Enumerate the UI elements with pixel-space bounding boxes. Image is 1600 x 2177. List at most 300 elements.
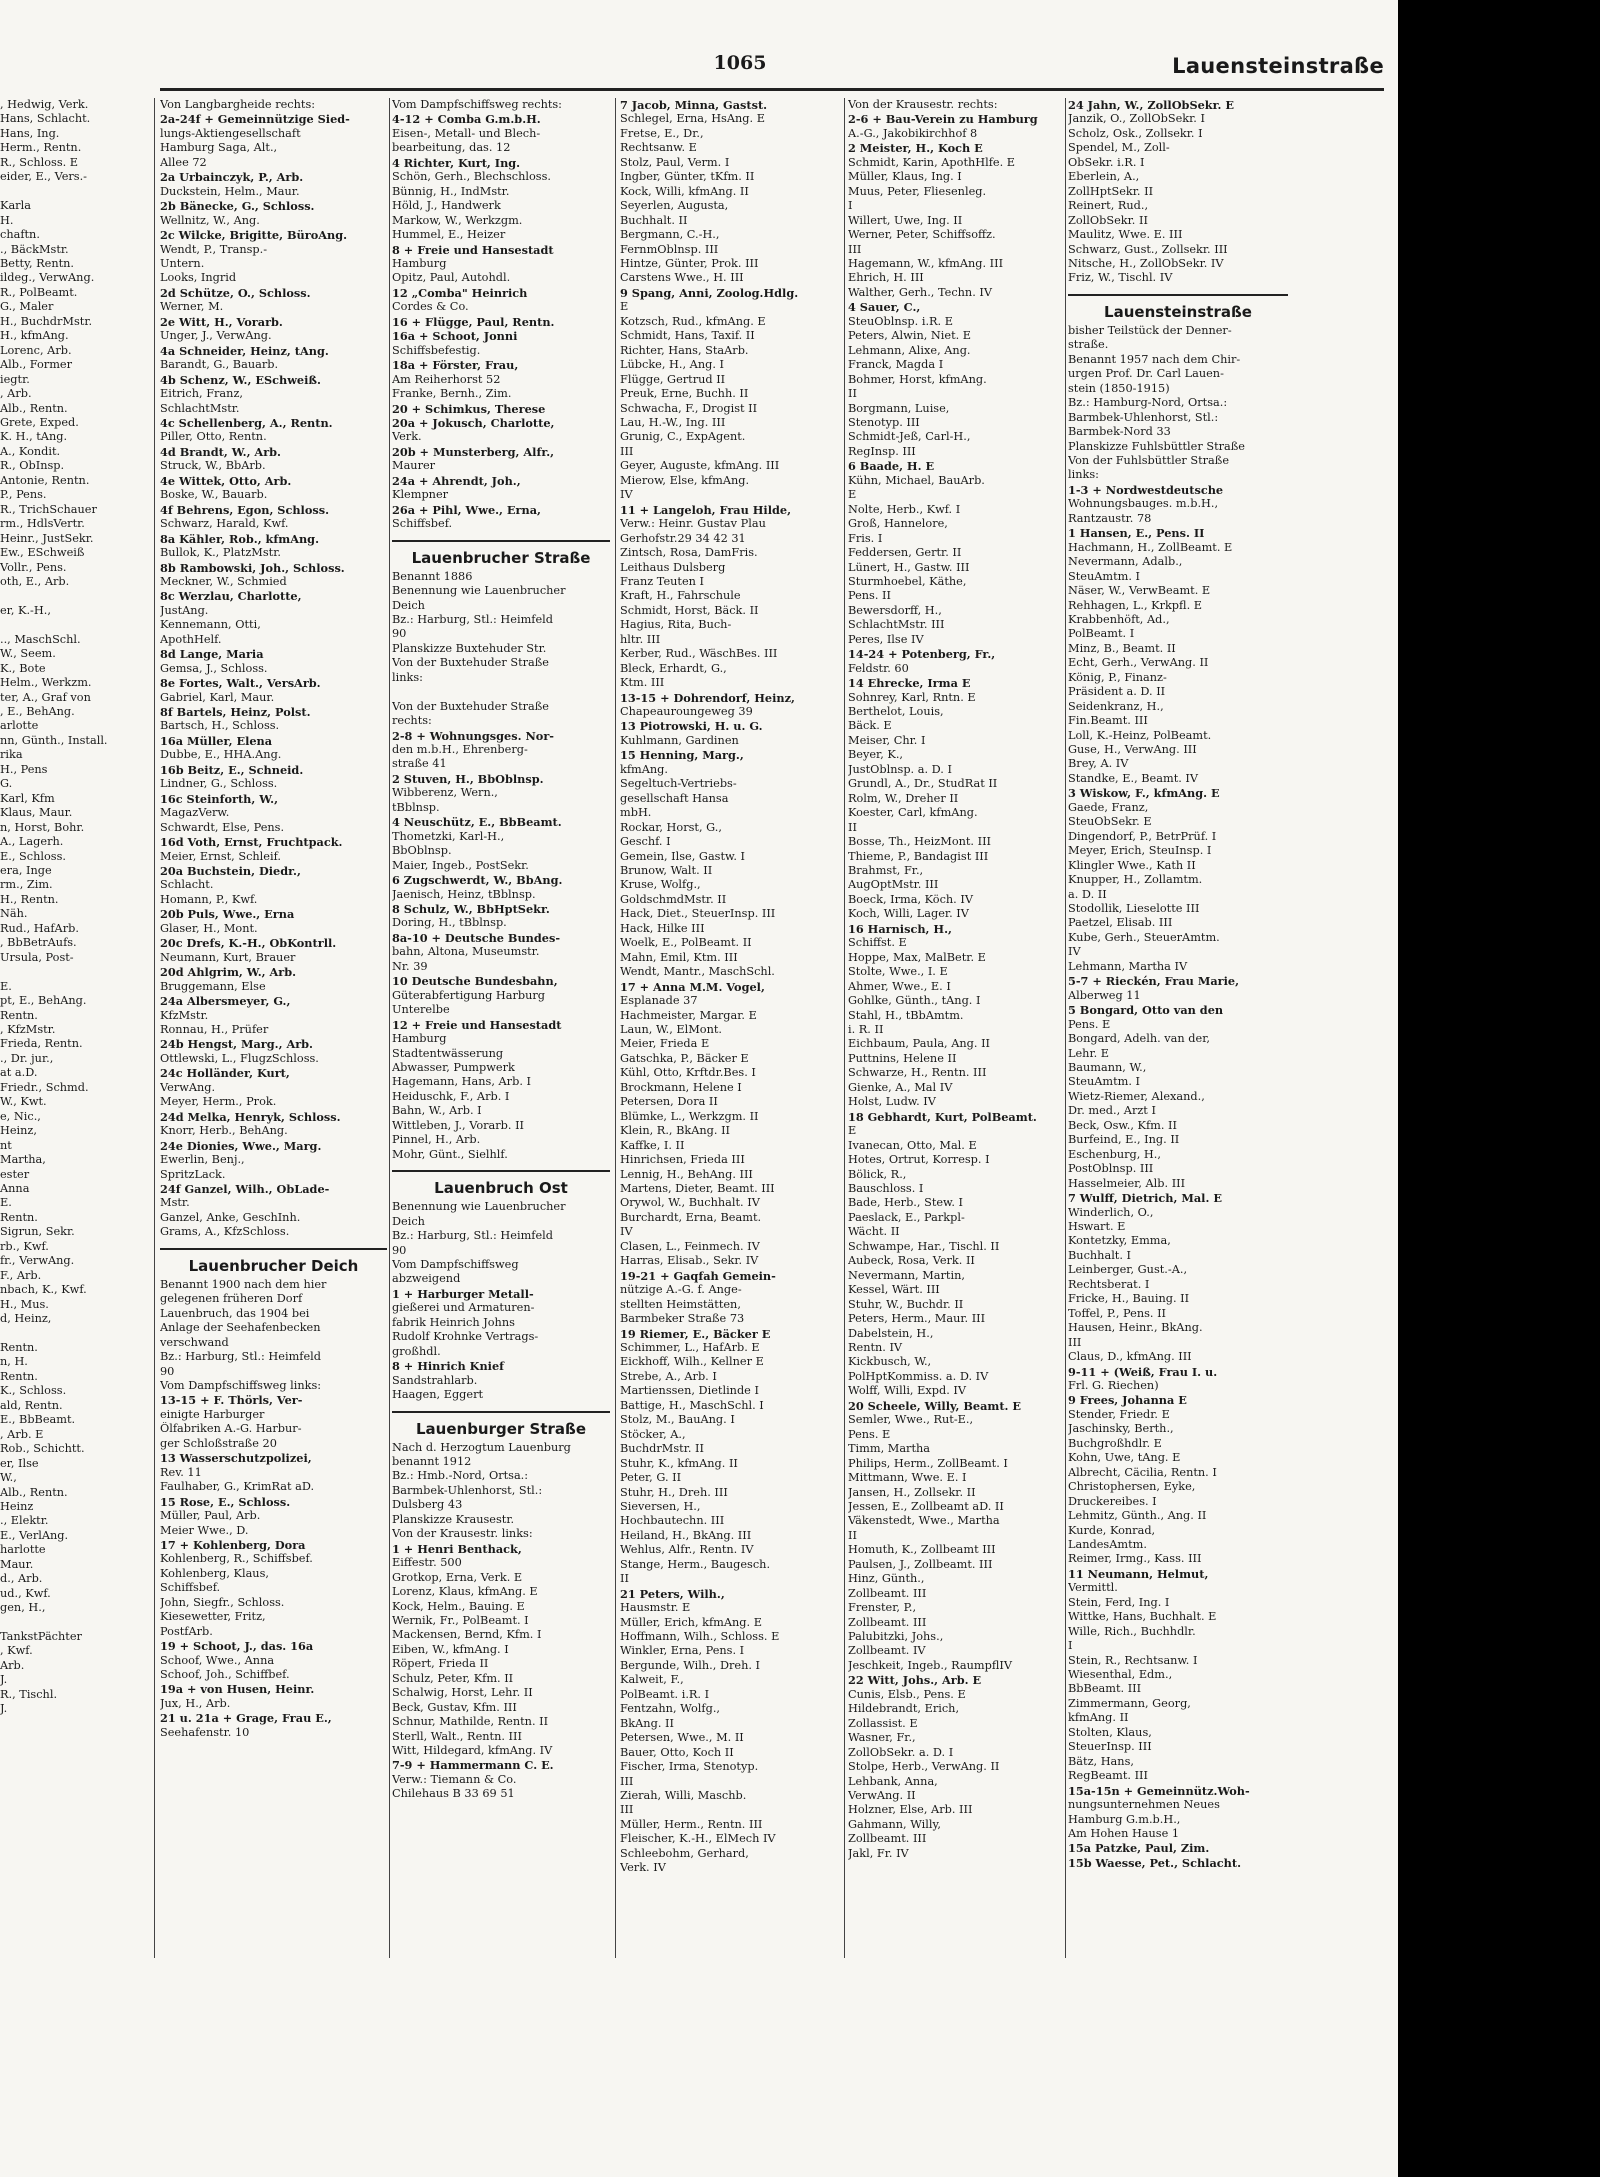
directory-line: Schiffsbef. [160, 1581, 221, 1595]
directory-line: Bz.: Hmb.-Nord, Ortsa.: [392, 1469, 529, 1483]
directory-line: Standke, E., Beamt. IV [1068, 771, 1199, 785]
directory-line: Schwarz, Gust., Zollsekr. III [1068, 242, 1228, 256]
directory-line: Lennig, H., BehAng. III [620, 1167, 753, 1181]
directory-line: Rentn. [0, 1340, 38, 1354]
directory-line: Ahmer, Wwe., E. I [848, 979, 951, 993]
directory-line: Hausmstr. E [620, 1601, 691, 1615]
directory-line: Zollbeamt. III [848, 1586, 927, 1600]
directory-line: Paetzel, Elisab. III [1068, 916, 1173, 930]
directory-line: IV [620, 1225, 633, 1239]
directory-line: 24b Hengst, Marg., Arb. [160, 1037, 313, 1052]
directory-line: 1-3 + Nordwestdeutsche [1068, 482, 1224, 497]
directory-line: 2 Stuven, H., BbOblnsp. [392, 771, 544, 786]
directory-line: Frl. G. Riechen) [1068, 1378, 1159, 1392]
directory-line: John, Siegfr., Schloss. [160, 1595, 285, 1609]
directory-line: III [848, 242, 862, 256]
directory-line: Leithaus Dulsberg [620, 560, 726, 574]
directory-line: 18a + Förster, Frau, [392, 358, 519, 373]
directory-line: Nevermann, Adalb., [1068, 555, 1183, 569]
directory-line: Rev. 11 [160, 1465, 202, 1479]
directory-line: Kickbusch, W., [848, 1355, 932, 1369]
directory-line: H. [0, 213, 14, 227]
directory-line: Mohr, Günt., Sielhlf. [392, 1147, 508, 1161]
directory-line: G. [0, 777, 13, 791]
directory-line: R., ObInsp. [0, 459, 65, 473]
directory-line: Peters, Alwin, Niet. E [848, 329, 972, 343]
directory-line: Looks, Ingrid [160, 271, 237, 285]
directory-line: Alb., Former [0, 358, 72, 372]
directory-line: R., PolBeamt. [0, 285, 78, 299]
directory-line: König, P., Finanz- [1068, 670, 1167, 684]
directory-line: Koester, Carl, kfmAng. [848, 806, 978, 820]
directory-line: Hans, Schlacht. [0, 112, 91, 126]
directory-line: Alberweg 11 [1068, 988, 1141, 1002]
directory-line: Eberlein, A., [1068, 170, 1140, 184]
directory-line: 8c Werzlau, Charlotte, [160, 589, 302, 604]
directory-line: 20 Scheele, Willy, Beamt. E [848, 1398, 1022, 1413]
directory-line: 26a + Pihl, Wwe., Erna, [392, 502, 541, 517]
directory-line: Albrecht, Cäcilia, Rentn. I [1068, 1465, 1217, 1479]
directory-line: 2 Meister, H., Koch E [848, 141, 983, 156]
directory-line: Verk. [392, 430, 422, 444]
directory-line: VerwAng. II [848, 1789, 916, 1803]
directory-line: bisher Teilstück der Denner- [1068, 323, 1232, 337]
directory-line: 20a Buchstein, Diedr., [160, 864, 301, 879]
directory-line: Kennemann, Otti, [160, 618, 261, 632]
directory-line: Hagius, Rita, Buch- [620, 618, 732, 632]
directory-line: Mackensen, Bernd, Kfm. I [392, 1628, 542, 1642]
directory-line [0, 965, 148, 979]
directory-line: Orywol, W., Buchhalt. IV [620, 1196, 760, 1210]
directory-line: fabrik Heinrich Johns [392, 1315, 515, 1329]
directory-line: Anlage der Seehafenbecken [160, 1321, 321, 1335]
directory-line: Maier, Ingeb., PostSekr. [392, 858, 529, 872]
directory-line: Bosse, Th., HeizMont. III [848, 835, 992, 849]
directory-line: Cunis, Elsb., Pens. E [848, 1687, 966, 1701]
directory-line: Kohlenberg, Klaus, [160, 1566, 269, 1580]
directory-line: BbBeamt. III [1068, 1682, 1142, 1696]
directory-line: 20b Puls, Wwe., Erna [160, 907, 295, 922]
directory-line: Rantzaustr. 78 [1068, 511, 1152, 525]
directory-line: Clasen, L., Feinmech. IV [620, 1239, 760, 1253]
directory-line: Kuhlmann, Gardinen [620, 733, 739, 747]
directory-line: PolBeamt. I [1068, 627, 1135, 641]
directory-line: Klein, R., BkAng. II [620, 1124, 731, 1138]
directory-line: Guse, H., VerwAng. III [1068, 743, 1197, 757]
directory-line: Zollbeamt. III [848, 1615, 927, 1629]
directory-line: SchlachtMstr. [160, 401, 240, 415]
directory-line: R., Schloss. E [0, 155, 79, 169]
directory-line: Dabelstein, H., [848, 1326, 934, 1340]
directory-line: Seidenkranz, H., [1068, 699, 1164, 713]
directory-line: Fin.Beamt. III [1068, 714, 1148, 728]
directory-line: Bz.: Harburg, Stl.: Heimfeld [392, 1229, 554, 1243]
directory-line: Buchhalt. II [620, 213, 688, 227]
directory-line: Schmidt, Karin, ApothHlfe. E [848, 155, 1016, 169]
directory-line: 4f Behrens, Egon, Schloss. [160, 502, 330, 517]
directory-line: Janzik, O., ZollObSekr. I [1068, 112, 1205, 126]
directory-line: Paeslack, E., Parkpl- [848, 1210, 965, 1224]
directory-line: E [620, 300, 629, 314]
directory-line: tBblnsp. [392, 800, 440, 814]
directory-line: Dingendorf, P., BetrPrüf. I [1068, 829, 1217, 843]
directory-line: straße. [1068, 338, 1109, 352]
directory-line: Bruggemann, Else [160, 979, 266, 993]
directory-line: Puttnins, Helene II [848, 1051, 957, 1065]
directory-line: rb., Kwf. [0, 1239, 49, 1253]
directory-line: kfmAng. [620, 762, 668, 776]
directory-line: Näser, W., VerwBeamt. E [1068, 584, 1211, 598]
directory-line: Unger, J., VerwAng. [160, 329, 272, 343]
directory-line: Gemein, Ilse, Gastw. I [620, 849, 745, 863]
directory-line: Neumann, Kurt, Brauer [160, 950, 296, 964]
directory-line: Schalwig, Horst, Lehr. II [392, 1686, 533, 1700]
directory-line: 16 Harnisch, H., [848, 921, 952, 936]
directory-line: Stolte, Wwe., I. E [848, 965, 948, 979]
directory-line: Stuhr, K., kfmAng. II [620, 1456, 738, 1470]
directory-line: ObSekr. i.R. I [1068, 155, 1145, 169]
directory-line: hltr. III [620, 632, 661, 646]
directory-line: SteuerInsp. III [1068, 1740, 1152, 1754]
directory-line: Cordes & Co. [392, 300, 469, 314]
directory-line: E., Schloss. [0, 849, 66, 863]
directory-line: Geyer, Auguste, kfmAng. III [620, 459, 780, 473]
directory-line: Lindner, G., Schloss. [160, 777, 278, 791]
directory-line: gießerei und Armaturen- [392, 1301, 535, 1315]
directory-line: Müller, Klaus, Ing. I [848, 170, 962, 184]
directory-line: Sohnrey, Karl, Rntn. E [848, 690, 976, 704]
directory-line: Duckstein, Helm., Maur. [160, 184, 300, 198]
directory-line: harlotte [0, 1543, 46, 1557]
directory-line: Fentzahn, Wolfg., [620, 1702, 720, 1716]
directory-line: Meyer, Erich, SteuInsp. I [1068, 844, 1212, 858]
directory-line: 7-9 + Hammermann C. E. [392, 1758, 554, 1773]
directory-line: Rehhagen, L., Krkpfl. E [1068, 598, 1203, 612]
directory-line: Betty, Rentn. [0, 256, 75, 270]
directory-line: Verw.: Tiemann & Co. [392, 1772, 517, 1786]
directory-line: 24f Ganzel, Wilh., ObLade- [160, 1181, 330, 1196]
directory-line: 16a + Schoot, Jonni [392, 329, 518, 344]
directory-line: Gabriel, Karl, Maur. [160, 690, 275, 704]
directory-line: Gienke, A., Mal IV [848, 1080, 953, 1094]
directory-line: Hswart. E [1068, 1219, 1126, 1233]
directory-line: SchlachtMstr. III [848, 618, 945, 632]
directory-line: 20d Ahlgrim, W., Arb. [160, 965, 297, 980]
directory-line: Toffel, P., Pens. II [1068, 1306, 1167, 1320]
directory-line: Bauer, Otto, Koch II [620, 1745, 734, 1759]
directory-line: Ursula, Post- [0, 950, 74, 964]
directory-line: 24a + Ahrendt, Joh., [392, 473, 521, 488]
directory-line: Barmbek-Nord 33 [1068, 425, 1171, 439]
directory-line: Lehmann, Alixe, Ang. [848, 343, 971, 357]
directory-line: Kiesewetter, Fritz, [160, 1610, 266, 1624]
directory-line: Struck, W., BbArb. [160, 459, 266, 473]
directory-line: Rechtsanw. E [620, 141, 697, 155]
directory-line: Piller, Otto, Rentn. [160, 430, 267, 444]
directory-line: Jeschkeit, Ingeb., RaumpflIV [848, 1658, 1013, 1672]
directory-line: Fischer, Irma, Stenotyp. [620, 1760, 759, 1774]
directory-line: 2d Schütze, O., Schloss. [160, 285, 311, 300]
directory-line: Schnur, Mathilde, Rentn. II [392, 1715, 549, 1729]
directory-line: 12 „Comba" Heinrich [392, 285, 528, 300]
directory-line: BbOblnsp. [392, 844, 452, 858]
directory-line: Bz.: Harburg, Stl.: Heimfeld [392, 612, 554, 626]
directory-line: 18 Gebhardt, Kurt, PolBeamt. [848, 1109, 1037, 1124]
directory-line: Boske, W., Bauarb. [160, 488, 268, 502]
directory-line: Stenotyp. III [848, 415, 920, 429]
directory-line: Beck, Gustav, Kfm. III [392, 1700, 517, 1714]
directory-line: Rechtsberat. I [1068, 1277, 1150, 1291]
directory-line: a. D. II [1068, 887, 1107, 901]
directory-line: 19a + von Husen, Heinr. [160, 1682, 315, 1697]
directory-line: Anna [0, 1181, 30, 1195]
directory-line: K., Schloss. [0, 1384, 67, 1398]
directory-line: Timm, Martha [848, 1442, 931, 1456]
directory-line: Stolz, Paul, Verm. I [620, 155, 730, 169]
directory-line: Rentn. [0, 1210, 38, 1224]
directory-line: Holst, Ludw. IV [848, 1095, 936, 1109]
directory-line: Lorenz, Klaus, kfmAng. E [392, 1585, 538, 1599]
directory-line: Aubeck, Rosa, Verk. II [848, 1254, 975, 1268]
directory-line: Kühl, Otto, Krftdr.Bes. I [620, 1066, 756, 1080]
directory-line: Rentn. [0, 1369, 38, 1383]
directory-line: 8e Fortes, Walt., VersArb. [160, 676, 321, 691]
directory-line: RegBeamt. III [1068, 1769, 1148, 1783]
directory-line: Bahn, W., Arb. I [392, 1104, 482, 1118]
directory-line: Karla [0, 199, 31, 213]
directory-line: Wernik, Fr., PolBeamt. I [392, 1613, 529, 1627]
directory-line: Ivanecan, Otto, Mal. E [848, 1138, 977, 1152]
directory-line: den m.b.H., Ehrenberg- [392, 743, 528, 757]
column-3 [620, 98, 840, 2177]
directory-line: Maurer [392, 459, 436, 473]
directory-line: Allee 72 [160, 155, 207, 169]
directory-line: Fris. I [848, 531, 883, 545]
directory-line: Verk. IV [620, 1861, 666, 1875]
directory-line: W., Kwt. [0, 1095, 47, 1109]
directory-line: Meier Wwe., D. [160, 1523, 249, 1537]
directory-line: Antonie, Rentn. [0, 473, 90, 487]
directory-line: Faulhaber, G., KrimRat aD. [160, 1480, 315, 1494]
directory-line: er, K.-H., [0, 603, 51, 617]
directory-line: Jux, H., Arb. [160, 1696, 231, 1710]
directory-line: Leinberger, Gust.-A., [1068, 1263, 1188, 1277]
directory-line: JustOblnsp. a. D. I [848, 762, 952, 776]
directory-line: rm., HdlsVertr. [0, 517, 85, 531]
directory-line: Minz, B., Beamt. II [1068, 641, 1176, 655]
directory-line: Eickhoff, Wilh., Kellner E [620, 1355, 764, 1369]
directory-line: Barmbek-Uhlenhorst, Stl.: [392, 1483, 543, 1497]
directory-line: Höld, J., Handwerk [392, 199, 501, 213]
directory-line: Zimmermann, Georg, [1068, 1696, 1191, 1710]
directory-line: 15b Waesse, Pet., Schlacht. [1068, 1855, 1242, 1870]
directory-line: Hinz, Günth., [848, 1572, 925, 1586]
directory-line: Vollr., Pens. [0, 560, 67, 574]
directory-line: Hotes, Ortrut, Korresp. I [848, 1153, 990, 1167]
directory-line: Chapeauroungeweg 39 [620, 705, 753, 719]
directory-line: Burchardt, Erna, Beamt. [620, 1210, 762, 1224]
directory-line: e, Nic., [0, 1109, 41, 1123]
directory-line: Spendel, M., Zoll- [1068, 141, 1170, 155]
directory-line: Philips, Herm., ZollBeamt. I [848, 1456, 1008, 1470]
directory-line: Mittmann, Wwe. E. I [848, 1471, 967, 1485]
directory-line: 8 Schulz, W., BbHptSekr. [392, 902, 550, 917]
column-4 [848, 98, 1063, 2177]
directory-line: Segeltuch-Vertriebs- [620, 777, 737, 791]
directory-line: III [620, 1803, 634, 1817]
directory-line: Von der Krausestr. rechts: [848, 98, 998, 111]
directory-line: Karl, Kfm [0, 791, 55, 805]
directory-line: Loll, K.-Heinz, PolBeamt. [1068, 728, 1212, 742]
directory-line: Benannt 1886 [392, 569, 473, 583]
directory-line: Eichbaum, Paula, Ang. II [848, 1037, 991, 1051]
directory-line: Stuhr, H., Dreh. III [620, 1485, 728, 1499]
directory-line: Martienssen, Dietlinde I [620, 1384, 759, 1398]
directory-line: Lünert, H., Gastw. III [848, 560, 970, 574]
directory-line [0, 618, 148, 632]
directory-line: Bölick, R., [848, 1167, 907, 1181]
directory-line: 1 Hansen, E., Pens. II [1068, 526, 1205, 541]
directory-line: 17 + Anna M.M. Vogel, [620, 979, 765, 994]
directory-line: stein (1850-1915) [1068, 381, 1170, 395]
directory-line: pt, E., BehAng. [0, 994, 87, 1008]
directory-line: Fretse, E., Dr., [620, 126, 704, 140]
directory-line: Dr. med., Arzt I [1068, 1104, 1156, 1118]
directory-line: 4e Wittek, Otto, Arb. [160, 473, 292, 488]
directory-line: Müller, Erich, kfmAng. E [620, 1615, 762, 1629]
directory-line: Beyer, K., [848, 748, 904, 762]
directory-line: Am Reiherhorst 52 [392, 372, 501, 386]
directory-line: 7 Jacob, Minna, Gastst. [620, 98, 768, 112]
directory-line: ZollHptSekr. II [1068, 184, 1154, 198]
directory-line: Väkenstedt, Wwe., Martha [848, 1514, 1000, 1528]
directory-line: Wiesenthal, Edm., [1068, 1668, 1173, 1682]
directory-line: Stein, Ferd, Ing. I [1068, 1595, 1170, 1609]
directory-line: Kühn, Michael, BauArb. [848, 473, 985, 487]
directory-line [0, 1327, 148, 1341]
directory-line: Bergunde, Wilh., Dreh. I [620, 1658, 761, 1672]
directory-line: , BbBetrAufs. [0, 936, 77, 950]
directory-line: Eitrich, Franz, [160, 387, 243, 401]
directory-line: Präsident a. D. II [1068, 685, 1166, 699]
directory-line: 17 + Kohlenberg, Dora [160, 1537, 306, 1552]
directory-line: Brunow, Walt. II [620, 864, 713, 878]
directory-line: Kalweit, F., [620, 1673, 684, 1687]
directory-line: Schmidt, Hans, Taxif. II [620, 329, 755, 343]
directory-line: era, Inge [0, 864, 52, 878]
directory-line: Bätz, Hans, [1068, 1754, 1134, 1768]
directory-line: Benannt 1900 nach dem hier [160, 1277, 327, 1291]
directory-line: Heiduschk, F., Arb. I [392, 1089, 510, 1103]
street-heading: Lauenbruch Ost [392, 1170, 610, 1198]
directory-line: Hamburg [392, 256, 447, 270]
directory-line: Bewersdorff, H., [848, 603, 942, 617]
directory-line: 2e Witt, H., Vorarb. [160, 314, 283, 329]
directory-line: ger Schloßstraße 20 [160, 1436, 277, 1450]
directory-line: Gerhofstr.29 34 42 31 [620, 531, 746, 545]
directory-line: mbH. [620, 806, 652, 820]
directory-line: Pens. II [848, 589, 891, 603]
directory-line: Gemsa, J., Schloss. [160, 661, 268, 675]
directory-line: Verw.: Heinr. Gustav Plau [620, 517, 766, 531]
directory-line: 2a-24f + Gemeinnützige Sied- [160, 112, 350, 127]
directory-line: Kruse, Wolfg., [620, 878, 701, 892]
directory-line: Schwacha, F., Drogist II [620, 401, 758, 415]
column-2 [392, 98, 610, 2177]
directory-line: A.-G., Jakobikirchhof 8 [848, 126, 978, 140]
directory-line: Kotzsch, Rud., kfmAng. E [620, 314, 766, 328]
directory-line: Franz Teuten I [620, 574, 704, 588]
directory-line: rechts: [392, 714, 432, 728]
directory-line: Rentn. IV [848, 1340, 903, 1354]
directory-line: Lehmitz, Günth., Ang. II [1068, 1509, 1207, 1523]
directory-line: Eisen-, Metall- und Blech- [392, 126, 541, 140]
directory-line: Vom Dampfschiffsweg rechts: [392, 98, 562, 111]
directory-line: 21 Peters, Wilh., [620, 1586, 725, 1601]
directory-line: 24c Holländer, Kurt, [160, 1066, 290, 1081]
directory-line: SteuOblnsp. i.R. E [848, 314, 953, 328]
directory-line: Ottlewski, L., FlugzSchloss. [160, 1051, 319, 1065]
directory-line: Vom Dampfschiffsweg [392, 1257, 519, 1271]
directory-line: Woelk, E., PolBeamt. II [620, 936, 752, 950]
directory-line: Lehmann, Martha IV [1068, 959, 1188, 973]
directory-line: Haagen, Eggert [392, 1388, 484, 1402]
directory-line: 9 Spang, Anni, Zoolog.Hdlg. [620, 285, 799, 300]
directory-line: III [620, 1774, 634, 1788]
directory-line: R., Tischl. [0, 1687, 58, 1701]
directory-line: Bullok, K., PlatzMstr. [160, 546, 281, 560]
directory-line: ildeg., VerwAng. [0, 271, 95, 285]
directory-line: II [848, 387, 857, 401]
directory-line: ., Dr. jur., [0, 1051, 54, 1065]
directory-line: AugOptMstr. III [848, 878, 939, 892]
directory-line: 6 Zugschwerdt, W., BbAng. [392, 873, 563, 888]
directory-line: Meier, Ernst, Schleif. [160, 849, 281, 863]
directory-line: Reinert, Rud., [1068, 199, 1149, 213]
directory-line: nt [0, 1138, 12, 1152]
directory-line: 15 Rose, E., Schloss. [160, 1494, 291, 1509]
directory-line: 4d Brandt, W., Arb. [160, 444, 281, 459]
directory-line: BuchdrMstr. II [620, 1442, 704, 1456]
directory-line [0, 1616, 148, 1630]
directory-line: E., BbBeamt. [0, 1413, 76, 1427]
directory-line: H., BuchdrMstr. [0, 314, 93, 328]
directory-line: Meiser, Chr. I [848, 733, 926, 747]
directory-line: Planskizze Buxtehuder Str. [392, 641, 547, 655]
directory-line: Sigrun, Sekr. [0, 1225, 75, 1239]
directory-line: fr., VerwAng. [0, 1254, 75, 1268]
directory-line: SpritzLack. [160, 1167, 226, 1181]
directory-line: Heinz [0, 1499, 34, 1513]
directory-line: 8b Rambowski, Joh., Schloss. [160, 560, 345, 575]
directory-line: Hack, Diet., SteuerInsp. III [620, 907, 776, 921]
directory-line: Von der Buxtehuder Straße [392, 699, 549, 713]
directory-line: Mstr. [160, 1196, 190, 1210]
directory-line: Lehr. E [1068, 1046, 1110, 1060]
directory-line: 15a Patzke, Paul, Zim. [1068, 1841, 1210, 1856]
directory-line: Markow, W., Werkzgm. [392, 213, 523, 227]
directory-line: 13 Piotrowski, H. u. G. [620, 719, 763, 734]
directory-line: Stadtentwässerung [392, 1046, 504, 1060]
directory-line: rm., Zim. [0, 878, 53, 892]
directory-line: Hack, Hilke III [620, 921, 705, 935]
directory-line: 20a + Jokusch, Charlotte, [392, 415, 555, 430]
directory-line: Schlacht. [160, 878, 214, 892]
directory-line: Deich [392, 1214, 425, 1228]
directory-line: 1 + Henri Benthack, [392, 1541, 522, 1556]
directory-line: Von der Krausestr. links: [392, 1527, 533, 1541]
column-divider [154, 98, 155, 1958]
